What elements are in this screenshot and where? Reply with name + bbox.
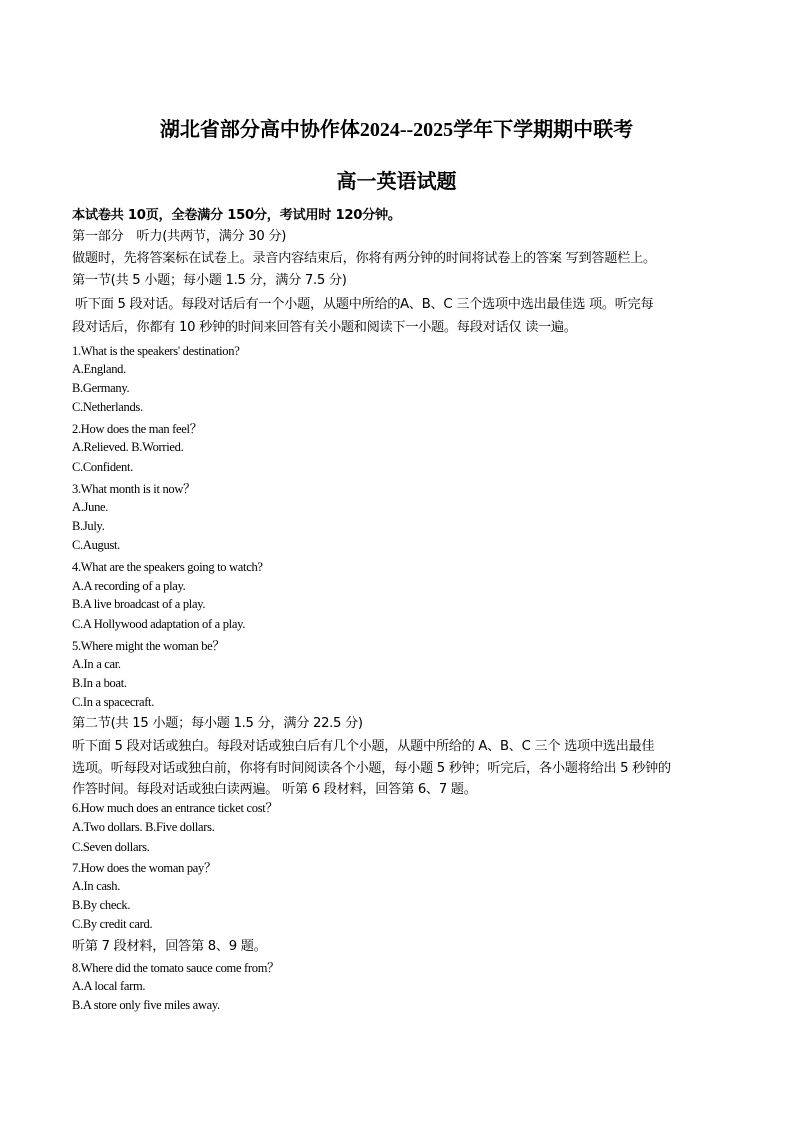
question-line: 5.Where might the woman be？ (72, 639, 225, 653)
instruction-line: 第一节(共 5 小题；每小题 1.5 分，满分 7.5 分) (72, 273, 347, 288)
question-line: A.A recording of a play. (72, 579, 186, 593)
question-line: A.England. (72, 362, 126, 376)
question-line: C.Confident. (72, 460, 133, 474)
question-line: A.Two dollars. B.Five dollars. (72, 820, 215, 834)
question-line: B.By check. (72, 898, 131, 912)
question-line: B.Germany. (72, 381, 130, 395)
question-line: A.June. (72, 500, 109, 514)
question-line: C.Seven dollars. (72, 840, 150, 854)
question-line: 7.How does the woman pay？ (72, 861, 217, 875)
question-line: C.Netherlands. (72, 400, 143, 414)
instruction-line: 作答时间。每段对话或独白读两遍。 听第 6 段材料，回答第 6、7 题。 (72, 782, 477, 797)
question-line: C.In a spacecraft. (72, 695, 155, 709)
question-line: B.A live broadcast of a play. (72, 597, 206, 611)
instruction-line: 本试卷共 10页，全卷满分 150分，考试用时 120分钟。 (72, 208, 401, 223)
instruction-line: 选项。听每段对话或独白前，你将有时间阅读各个小题，每小题 5 秒钟；听完后，各小题将给出 5 秒钟的 (72, 761, 671, 776)
instruction-line: 第二节(共 15 小题；每小题 1.5 分，满分 22.5 分) (72, 716, 363, 731)
question-line: 4.What are the speakers going to watch? (72, 560, 263, 574)
instruction-line: 听下面 5 段对话或独白。每段对话或独白后有几个小题，从题中所给的 A、B、C 三个 选项中选出最佳 (72, 739, 655, 754)
question-line: B.In a boat. (72, 676, 127, 690)
question-line: 1.What is the speakers' destination? (72, 344, 240, 358)
instruction-line: 听下面 5 段对话。每段对话后有一个小题，从题中所给的A、B、C 三个选项中选出最佳选 项。听完每 (75, 297, 654, 312)
question-line: A.In cash. (72, 879, 121, 893)
question-line: 6.How much does an entrance ticket cost？ (72, 801, 278, 815)
question-line: A.In a car. (72, 657, 121, 671)
question-line: A.A local farm. (72, 979, 146, 993)
instruction-line: 做题时，先将答案标在试卷上。录音内容结束后，你将有两分钟的时间将试卷上的答案 写到答题栏上。 (72, 251, 656, 266)
instruction-line: 第一部分 听力(共两节，满分 30 分) (72, 229, 287, 244)
exam-title: 湖北省部分高中协作体2024--2025学年下学期期中联考 (159, 119, 634, 141)
question-line: A.Relieved. B.Worried. (72, 440, 184, 454)
instruction-line: 听第 7 段材料，回答第 8、9 题。 (72, 939, 267, 954)
question-line: B.A store only five miles away. (72, 998, 220, 1012)
question-line: 2.How does the man feel？ (72, 422, 202, 436)
question-line: C.A Hollywood adaptation of a play. (72, 617, 246, 631)
question-line: C.August. (72, 538, 121, 552)
exam-subtitle: 高一英语试题 (336, 171, 457, 193)
question-line: B.July. (72, 519, 105, 533)
instruction-line: 段对话后，你都有 10 秒钟的时间来回答有关小题和阅读下一小题。每段对话仅 读一遍。 (72, 320, 577, 335)
question-line: 8.Where did the tomato sauce come from？ (72, 961, 280, 975)
question-line: C.By credit card. (72, 917, 153, 931)
question-line: 3.What month is it now？ (72, 482, 196, 496)
